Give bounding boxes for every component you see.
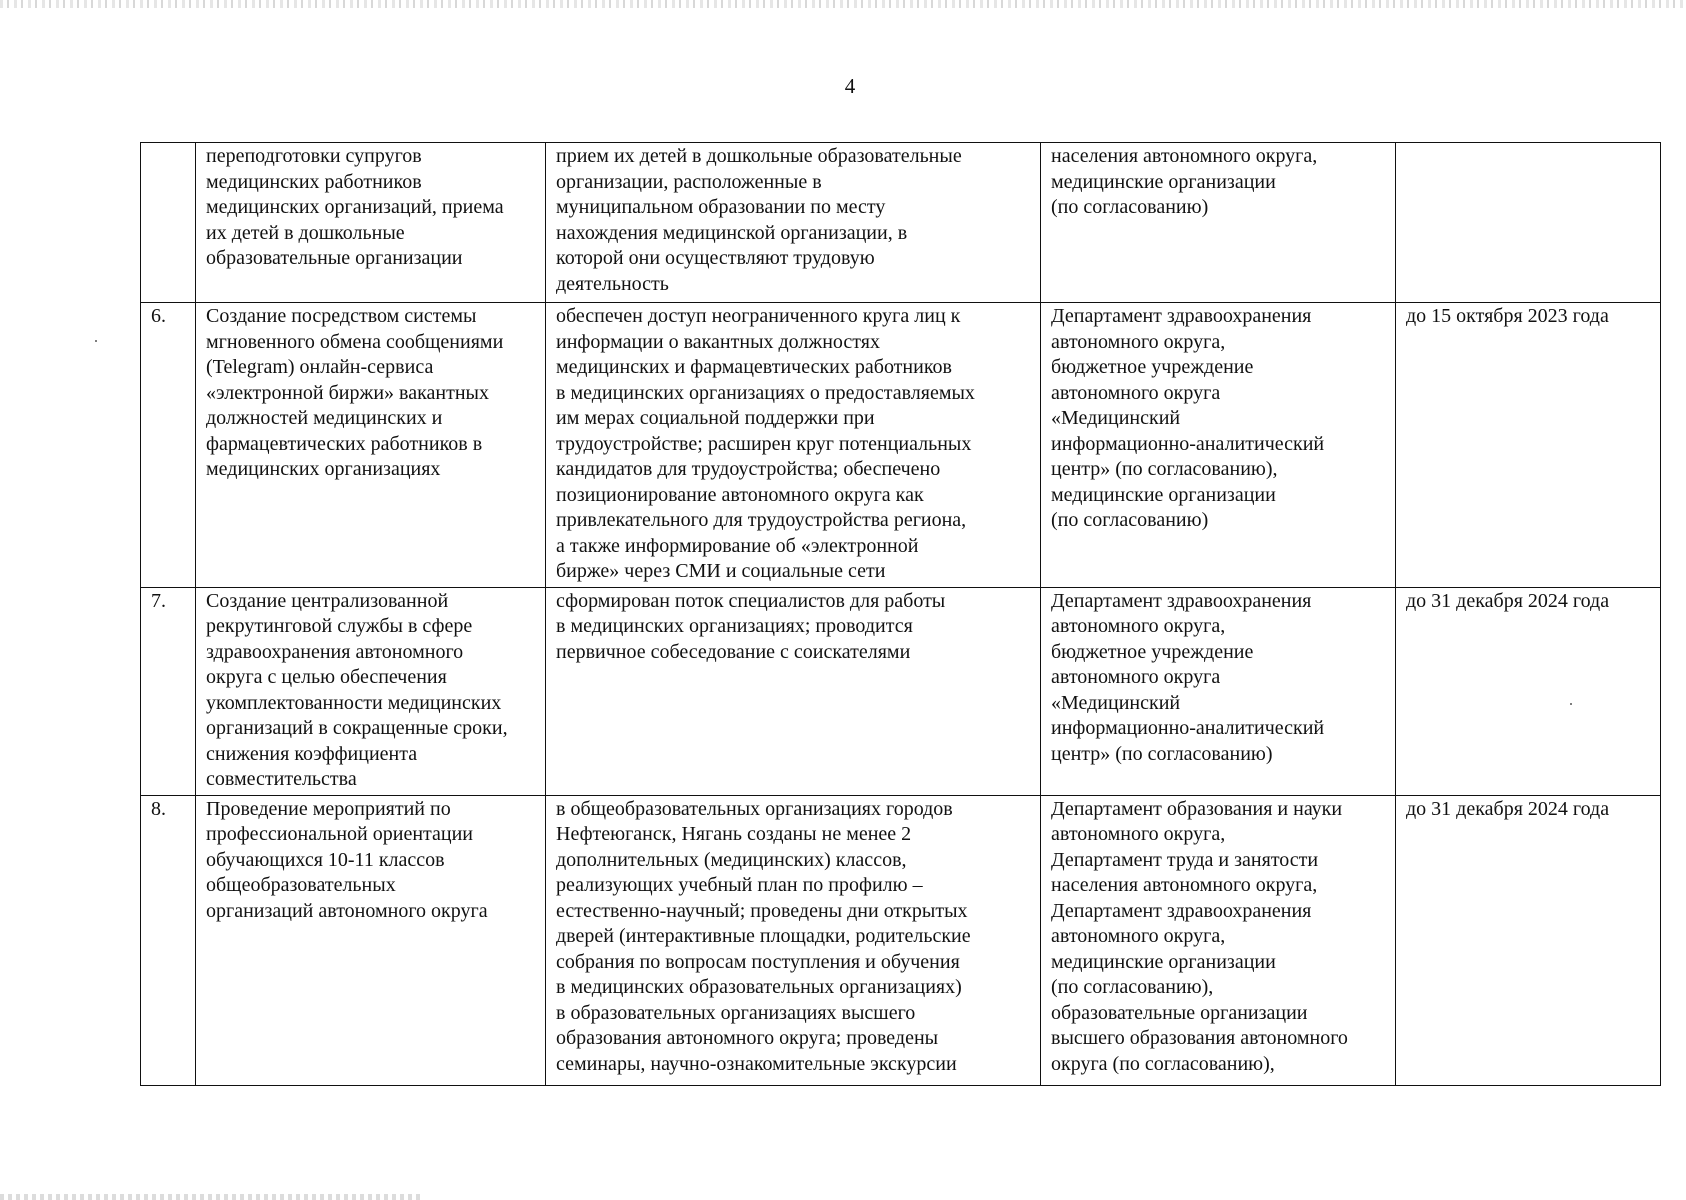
cell-line: реализующих учебный план по профилю –	[556, 874, 923, 896]
cell-line: переподготовки супругов	[206, 145, 422, 167]
activity-cell	[196, 795, 546, 1085]
cell-line: медицинских и фармацевтических работников	[556, 356, 952, 378]
cell-line: населения автономного округа,	[1051, 874, 1318, 896]
cell-line: автономного округа,	[1051, 330, 1226, 353]
cell-line: позиционирование автономного округа как	[556, 483, 924, 506]
cell-line: автономного округа	[1051, 666, 1221, 688]
cell-line: в общеобразовательных организациях городов	[556, 797, 953, 820]
cell-line: Департамент здравоохранения	[1051, 899, 1312, 922]
cell-line: профессиональной ориентации	[206, 823, 474, 845]
cell-line: организации, расположенные в	[556, 170, 822, 193]
measures-table	[140, 142, 1661, 1086]
activity-cell	[196, 303, 546, 588]
activity-cell	[196, 143, 546, 303]
cell-line: «электронной биржи» вакантных	[206, 381, 489, 404]
cell-line: информационно-аналитический	[1051, 717, 1325, 739]
scan-edge-top	[0, 0, 1686, 8]
cell-line: информационно-аналитический	[1051, 432, 1325, 455]
cell-line: медицинских организациях	[206, 458, 441, 480]
cell-line: Создание посредством системы	[206, 305, 477, 327]
cell-line: совместительства	[206, 768, 357, 790]
cell-line: (по согласованию)	[1051, 509, 1209, 531]
result-cell	[546, 303, 1041, 588]
cell-line: «Медицинский	[1051, 691, 1181, 714]
cell-line: им мерах социальной поддержки при	[556, 407, 875, 429]
table-row	[141, 587, 1661, 795]
cell-line: обучающихся 10-11 классов	[206, 848, 445, 871]
page-number: 4	[844, 74, 856, 98]
row-number: 8.	[141, 795, 196, 1085]
cell-line: организаций автономного округа	[206, 899, 488, 922]
cell-line: нахождения медицинской организации, в	[556, 221, 908, 244]
result-cell	[546, 795, 1041, 1085]
cell-line: их детей в дошкольные	[206, 221, 405, 244]
cell-line: автономного округа	[1051, 381, 1221, 404]
scan-speck	[1570, 703, 1572, 705]
cell-line: организаций в сокращенные сроки,	[206, 717, 508, 739]
term-cell: до 31 декабря 2024 года	[1396, 795, 1661, 1085]
cell-line: в медицинских образовательных организациях)	[556, 976, 962, 998]
term-cell: до 15 октября 2023 года	[1396, 303, 1661, 588]
cell-line: здравоохранения автономного	[206, 640, 464, 663]
cell-line: должностей медицинских и	[206, 407, 443, 429]
cell-line: высшего образования автономного	[1051, 1027, 1348, 1049]
cell-line: (Telegram) онлайн-сервиса	[206, 356, 434, 378]
cell-line: Создание централизованной	[206, 589, 449, 612]
cell-line: образовательные организации	[1051, 1001, 1308, 1024]
cell-line: центр» (по согласованию)	[1051, 742, 1273, 765]
cell-line: дверей (интерактивные площадки, родительские	[556, 925, 971, 947]
cell-line: общеобразовательных	[206, 874, 396, 896]
scan-speck	[95, 340, 97, 342]
cell-line: трудоустройстве; расширен круг потенциальных	[556, 432, 972, 455]
scan-edge-bottom	[0, 1194, 420, 1200]
row-number	[141, 143, 196, 303]
cell-line: деятельность	[556, 272, 669, 295]
cell-line: округа с целью обеспечения	[206, 666, 447, 688]
cell-line: рекрутинговой службы в сфере	[206, 615, 473, 637]
row-number: 6.	[141, 303, 196, 588]
table-body	[141, 143, 1661, 1086]
cell-line: которой они осуществляют трудовую	[556, 247, 875, 269]
cell-line: бирже» через СМИ и социальные сети	[556, 560, 886, 582]
cell-line: образовательные организации	[206, 247, 463, 269]
cell-line: дополнительных (медицинских) классов,	[556, 848, 907, 871]
cell-line: в медицинских организациях; проводится	[556, 615, 913, 637]
cell-line: естественно-научный; проведены дни открытых	[556, 899, 968, 922]
row-number: 7.	[141, 587, 196, 795]
cell-line: Департамент образования и науки	[1051, 797, 1343, 820]
cell-line: информации о вакантных должностях	[556, 330, 880, 353]
cell-line: автономного округа,	[1051, 615, 1226, 637]
responsible-cell	[1041, 303, 1396, 588]
cell-line: медицинских организаций, приема	[206, 196, 504, 218]
cell-line: в медицинских организациях о предоставляемых	[556, 381, 975, 404]
table-row	[141, 795, 1661, 1085]
cell-line: собрания по вопросам поступления и обучения	[556, 950, 960, 973]
cell-line: обеспечен доступ неограниченного круга лиц к	[556, 305, 961, 327]
result-cell	[546, 587, 1041, 795]
activity-cell	[196, 587, 546, 795]
cell-line: первичное собеседование с соискателями	[556, 640, 911, 663]
cell-line: муниципальном образовании по месту	[556, 196, 886, 218]
cell-line: медицинские организации	[1051, 483, 1276, 506]
cell-line: снижения коэффициента	[206, 742, 418, 765]
cell-line: населения автономного округа,	[1051, 145, 1318, 167]
cell-line: в образовательных организациях высшего	[556, 1001, 916, 1024]
cell-line: мгновенного обмена сообщениями	[206, 330, 504, 353]
cell-line: образования автономного округа; проведены	[556, 1027, 939, 1049]
cell-line: автономного округа,	[1051, 925, 1226, 947]
cell-line: «Медицинский	[1051, 407, 1181, 429]
cell-line: Департамент здравоохранения	[1051, 589, 1312, 612]
cell-line: медицинских работников	[206, 170, 422, 193]
cell-line: Департамент здравоохранения	[1051, 305, 1312, 327]
table-row	[141, 303, 1661, 588]
cell-line: медицинские организации	[1051, 950, 1276, 973]
cell-line: привлекательного для трудоустройства региона,	[556, 509, 967, 531]
result-cell	[546, 143, 1041, 303]
cell-line: фармацевтических работников в	[206, 432, 483, 455]
cell-line: центр» (по согласованию),	[1051, 458, 1278, 480]
cell-line: автономного округа,	[1051, 823, 1226, 845]
term-cell: до 31 декабря 2024 года	[1396, 587, 1661, 795]
cell-line: бюджетное учреждение	[1051, 640, 1254, 663]
cell-line: медицинские организации	[1051, 170, 1276, 193]
cell-line: Проведение мероприятий по	[206, 797, 451, 820]
table-row	[141, 143, 1661, 303]
cell-line: кандидатов для трудоустройства; обеспечено	[556, 458, 941, 480]
cell-line: а также информирование об «электронной	[556, 534, 919, 557]
cell-line: Нефтеюганск, Нягань созданы не менее 2	[556, 823, 912, 845]
responsible-cell	[1041, 143, 1396, 303]
cell-line: прием их детей в дошкольные образовательные	[556, 145, 962, 167]
term-cell	[1396, 143, 1661, 303]
responsible-cell	[1041, 587, 1396, 795]
cell-line: округа (по согласованию),	[1051, 1052, 1275, 1075]
cell-line: Департамент труда и занятости	[1051, 848, 1319, 871]
cell-line: (по согласованию),	[1051, 976, 1214, 998]
cell-line: (по согласованию)	[1051, 196, 1209, 218]
cell-line: семинары, научно-ознакомительные экскурсии	[556, 1052, 957, 1075]
cell-line: бюджетное учреждение	[1051, 356, 1254, 378]
cell-line: сформирован поток специалистов для работы	[556, 589, 946, 612]
cell-line: укомплектованности медицинских	[206, 691, 502, 714]
responsible-cell	[1041, 795, 1396, 1085]
